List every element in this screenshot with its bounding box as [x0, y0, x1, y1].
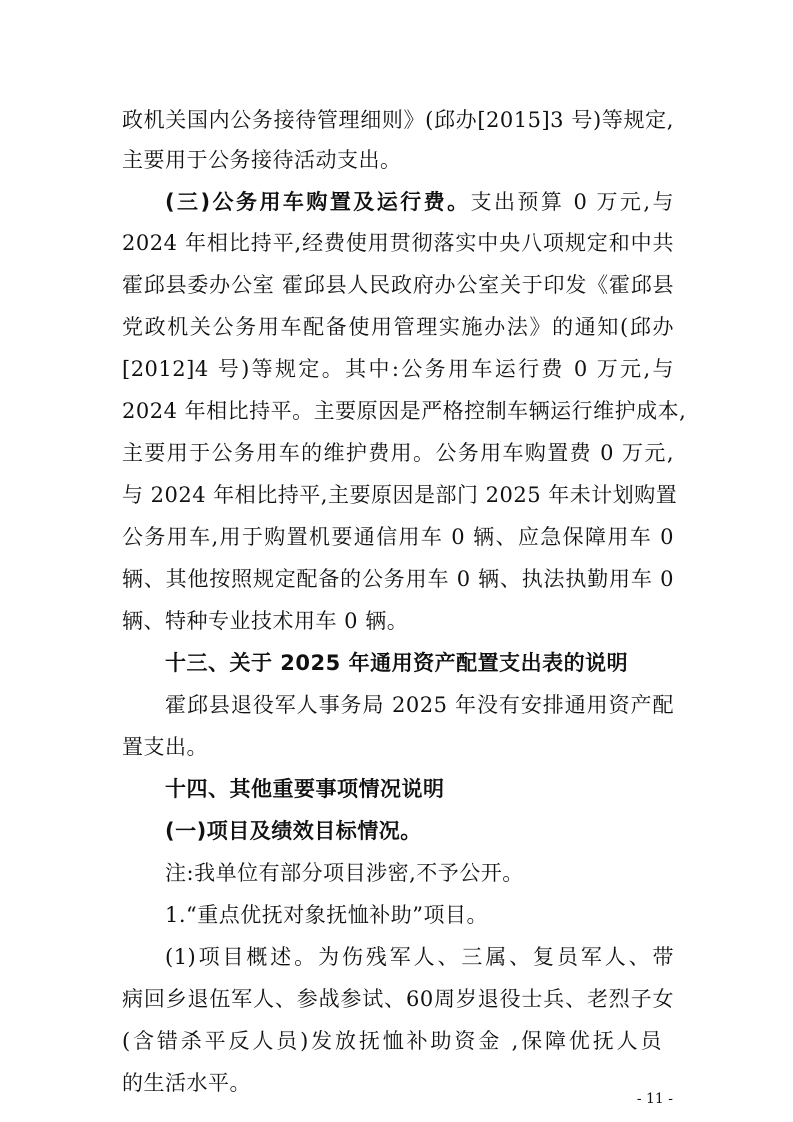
paragraph-line: 病回乡退伍军人、参战参试、60周岁退役士兵、老烈子女: [122, 987, 674, 1011]
paragraph-line: [2012]4 号)等规定。其中:公务用车运行费 0 万元,与: [122, 357, 674, 381]
paragraph-line: (含错杀平反人员)发放抚恤补助资金 ,保障优抚人员: [122, 1029, 662, 1053]
subsection-heading: (一)项目及绩效目标情况。: [165, 819, 422, 843]
section-heading: (三)公务用车购置及运行费。: [165, 190, 471, 214]
note-line: 注:我单位有部分项目涉密,不予公开。: [165, 861, 524, 885]
paragraph-line: 辆、其他按照规定配备的公务用车 0 辆、执法执勤用车 0: [122, 567, 674, 591]
paragraph-line: 主要用于公务用车的维护费用。公务用车购置费 0 万元,: [122, 441, 674, 465]
section-heading: 十三、关于 2025 年通用资产配置支出表的说明: [165, 651, 629, 675]
page-number: - 11 -: [636, 1091, 673, 1107]
paragraph-line: 的生活水平。: [122, 1071, 251, 1095]
paragraph-line: 2024 年相比持平,经费使用贯彻落实中央八项规定和中共: [122, 231, 674, 255]
paragraph-line: 政机关国内公务接待管理细则》(邱办[2015]3 号)等规定,: [122, 108, 674, 132]
paragraph-line: 置支出。: [122, 735, 208, 759]
paragraph-line: 霍邱县退役军人事务局 2025 年没有安排通用资产配: [165, 693, 674, 717]
paragraph-line: 与 2024 年相比持平,主要原因是部门 2025 年未计划购置: [122, 483, 678, 507]
item-title: 1.“重点优抚对象抚恤补助”项目。: [165, 903, 489, 927]
paragraph-line: 主要用于公务接待活动支出。: [122, 148, 402, 172]
paragraph-line: 2024 年相比持平。主要原因是严格控制车辆运行维护成本,: [122, 399, 687, 423]
section-heading: 十四、其他重要事项情况说明: [165, 777, 445, 801]
paragraph-line: 党政机关公务用车配备使用管理实施办法》的通知(邱办: [122, 315, 674, 339]
paragraph-line: 公务用车,用于购置机要通信用车 0 辆、应急保障用车 0: [122, 525, 674, 549]
paragraph-line: (1)项目概述。为伤残军人、三属、复员军人、带: [165, 945, 674, 969]
paragraph-line: 辆、特种专业技术用车 0 辆。: [122, 609, 409, 633]
paragraph-line: [165, 188, 674, 216]
paragraph-line: 霍邱县委办公室 霍邱县人民政府办公室关于印发《霍邱县: [122, 273, 674, 297]
paragraph-text: 支出预算 0 万元,与: [470, 190, 674, 214]
